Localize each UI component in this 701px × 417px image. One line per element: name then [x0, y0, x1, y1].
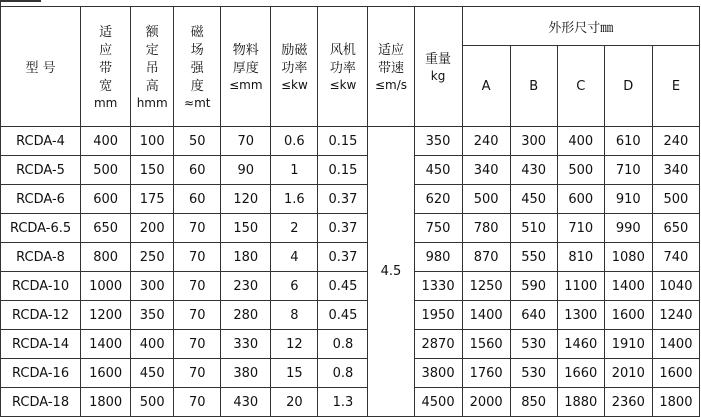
- cell-model: RCDA-12: [1, 301, 81, 330]
- cell-e: 1240: [652, 301, 699, 330]
- cell-field-strength: 70: [174, 388, 221, 417]
- cell-fan-power: 0.15: [318, 156, 368, 185]
- table-row: [1, 330, 700, 359]
- cell-excitation-power: 8: [271, 301, 318, 330]
- cell-model: RCDA-5: [1, 156, 81, 185]
- cell-excitation-power: 15: [271, 359, 318, 388]
- cell-belt-width: 1600: [81, 359, 131, 388]
- cell-material-thickness: 120: [221, 185, 271, 214]
- cell-lift-height: 200: [131, 214, 174, 243]
- cell-lift-height: 175: [131, 185, 174, 214]
- cell-lift-height: 350: [131, 301, 174, 330]
- cell-lift-height: 150: [131, 156, 174, 185]
- cell-b: 590: [510, 272, 557, 301]
- cell-c: 600: [557, 185, 604, 214]
- cell-a: 500: [462, 185, 510, 214]
- cell-d: 1600: [604, 301, 652, 330]
- cell-material-thickness: 430: [221, 388, 271, 417]
- cell-model: RCDA-4: [1, 127, 81, 156]
- cell-c: 710: [557, 214, 604, 243]
- cell-fan-power: 0.37: [318, 243, 368, 272]
- table-row: [1, 214, 700, 243]
- cell-c: 1100: [557, 272, 604, 301]
- cell-belt-width: 600: [81, 185, 131, 214]
- cell-field-strength: 60: [174, 185, 221, 214]
- cell-belt-width: 1800: [81, 388, 131, 417]
- cell-material-thickness: 330: [221, 330, 271, 359]
- table-row: [1, 243, 700, 272]
- cell-weight: 980: [414, 243, 462, 272]
- cell-e: 1800: [652, 388, 699, 417]
- cell-d: 710: [604, 156, 652, 185]
- cell-b: 450: [510, 185, 557, 214]
- cell-material-thickness: 90: [221, 156, 271, 185]
- cell-weight: 1330: [414, 272, 462, 301]
- table-row: [1, 127, 700, 156]
- cell-excitation-power: 2: [271, 214, 318, 243]
- cell-fan-power: 1.3: [318, 388, 368, 417]
- cell-b: 430: [510, 156, 557, 185]
- cell-model: RCDA-10: [1, 272, 81, 301]
- cell-a: 240: [462, 127, 510, 156]
- cell-belt-width: 500: [81, 156, 131, 185]
- cell-model: RCDA-6: [1, 185, 81, 214]
- cell-excitation-power: 6: [271, 272, 318, 301]
- cell-excitation-power: 1: [271, 156, 318, 185]
- cell-belt-width: 400: [81, 127, 131, 156]
- cell-c: 1460: [557, 330, 604, 359]
- cell-lift-height: 500: [131, 388, 174, 417]
- spec-table: [0, 6, 700, 417]
- cell-belt-width: 1200: [81, 301, 131, 330]
- header-model: 型 号: [1, 7, 81, 127]
- cell-a: 870: [462, 243, 510, 272]
- cell-c: 1880: [557, 388, 604, 417]
- header-dim-e: E: [652, 46, 699, 127]
- cell-c: 810: [557, 243, 604, 272]
- cell-weight: 350: [414, 127, 462, 156]
- header-belt-width: 适应带宽 mm: [81, 7, 131, 127]
- cell-belt-width: 650: [81, 214, 131, 243]
- cell-e: 340: [652, 156, 699, 185]
- cell-material-thickness: 280: [221, 301, 271, 330]
- cell-d: 990: [604, 214, 652, 243]
- cell-weight: 3800: [414, 359, 462, 388]
- cell-e: 1600: [652, 359, 699, 388]
- cell-field-strength: 60: [174, 156, 221, 185]
- cell-e: 1400: [652, 330, 699, 359]
- cell-excitation-power: 4: [271, 243, 318, 272]
- header-dim-d: D: [604, 46, 652, 127]
- cell-d: 1080: [604, 243, 652, 272]
- header-belt-speed: 适应带速 ≤m/s: [368, 7, 414, 127]
- belt-speed-value: 4.5: [368, 127, 414, 417]
- table-row: [1, 185, 700, 214]
- cell-a: 1400: [462, 301, 510, 330]
- cell-material-thickness: 180: [221, 243, 271, 272]
- cell-excitation-power: 12: [271, 330, 318, 359]
- cell-excitation-power: 0.6: [271, 127, 318, 156]
- cell-weight: 2870: [414, 330, 462, 359]
- header-fan-power: 风机功率 ≤kw: [318, 7, 368, 127]
- header-material-thickness: 物料厚度 ≤mm: [221, 7, 271, 127]
- cell-field-strength: 70: [174, 359, 221, 388]
- spec-table-body: [1, 127, 700, 417]
- cell-a: 1560: [462, 330, 510, 359]
- header-excitation-power: 励磁功率 ≤kw: [271, 7, 318, 127]
- cell-b: 640: [510, 301, 557, 330]
- cell-a: 340: [462, 156, 510, 185]
- header-dim-c: C: [557, 46, 604, 127]
- cell-fan-power: 0.8: [318, 330, 368, 359]
- cell-d: 2010: [604, 359, 652, 388]
- table-row: [1, 359, 700, 388]
- cell-a: 1250: [462, 272, 510, 301]
- cell-weight: 620: [414, 185, 462, 214]
- cell-lift-height: 400: [131, 330, 174, 359]
- cell-d: 610: [604, 127, 652, 156]
- header-dim-a: A: [462, 46, 510, 127]
- cell-b: 300: [510, 127, 557, 156]
- cell-fan-power: 0.8: [318, 359, 368, 388]
- cell-material-thickness: 150: [221, 214, 271, 243]
- cell-a: 780: [462, 214, 510, 243]
- cell-d: 910: [604, 185, 652, 214]
- cell-belt-width: 800: [81, 243, 131, 272]
- cell-lift-height: 250: [131, 243, 174, 272]
- cell-field-strength: 70: [174, 330, 221, 359]
- cell-b: 530: [510, 330, 557, 359]
- cell-fan-power: 0.37: [318, 214, 368, 243]
- cell-fan-power: 0.37: [318, 185, 368, 214]
- cell-model: RCDA-6.5: [1, 214, 81, 243]
- cell-e: 740: [652, 243, 699, 272]
- cell-b: 530: [510, 359, 557, 388]
- header-weight: 重量 kg: [414, 7, 462, 127]
- cell-weight: 1950: [414, 301, 462, 330]
- cell-model: RCDA-14: [1, 330, 81, 359]
- cell-material-thickness: 70: [221, 127, 271, 156]
- cell-c: 500: [557, 156, 604, 185]
- cell-field-strength: 70: [174, 272, 221, 301]
- cell-d: 1400: [604, 272, 652, 301]
- cell-model: RCDA-16: [1, 359, 81, 388]
- cell-field-strength: 50: [174, 127, 221, 156]
- cell-fan-power: 0.15: [318, 127, 368, 156]
- cell-weight: 750: [414, 214, 462, 243]
- table-row: [1, 388, 700, 417]
- cell-c: 1660: [557, 359, 604, 388]
- table-row: [1, 272, 700, 301]
- header-dim-b: B: [510, 46, 557, 127]
- cell-belt-width: 1400: [81, 330, 131, 359]
- cell-model: RCDA-18: [1, 388, 81, 417]
- cell-d: 1910: [604, 330, 652, 359]
- header-dimensions: 外形尺寸㎜: [462, 7, 699, 46]
- cell-b: 850: [510, 388, 557, 417]
- cell-c: 1300: [557, 301, 604, 330]
- cell-field-strength: 70: [174, 301, 221, 330]
- cell-e: 650: [652, 214, 699, 243]
- cell-e: 1040: [652, 272, 699, 301]
- cell-a: 1760: [462, 359, 510, 388]
- cell-lift-height: 300: [131, 272, 174, 301]
- cell-weight: 4500: [414, 388, 462, 417]
- cell-lift-height: 450: [131, 359, 174, 388]
- cell-material-thickness: 380: [221, 359, 271, 388]
- table-row: [1, 301, 700, 330]
- cell-c: 400: [557, 127, 604, 156]
- cell-b: 550: [510, 243, 557, 272]
- cell-model: RCDA-8: [1, 243, 81, 272]
- cell-excitation-power: 20: [271, 388, 318, 417]
- cell-belt-width: 1000: [81, 272, 131, 301]
- header-field-strength: 磁场强度 ≈mt: [174, 7, 221, 127]
- cell-fan-power: 0.45: [318, 272, 368, 301]
- cell-excitation-power: 1.6: [271, 185, 318, 214]
- cell-fan-power: 0.45: [318, 301, 368, 330]
- cell-lift-height: 100: [131, 127, 174, 156]
- cell-material-thickness: 230: [221, 272, 271, 301]
- cell-b: 510: [510, 214, 557, 243]
- table-row: [1, 156, 700, 185]
- cell-a: 2000: [462, 388, 510, 417]
- cell-e: 240: [652, 127, 699, 156]
- cell-e: 500: [652, 185, 699, 214]
- cell-weight: 450: [414, 156, 462, 185]
- cell-field-strength: 70: [174, 214, 221, 243]
- cell-d: 2360: [604, 388, 652, 417]
- header-lift-height: 额定吊高 hmm: [131, 7, 174, 127]
- cell-field-strength: 70: [174, 243, 221, 272]
